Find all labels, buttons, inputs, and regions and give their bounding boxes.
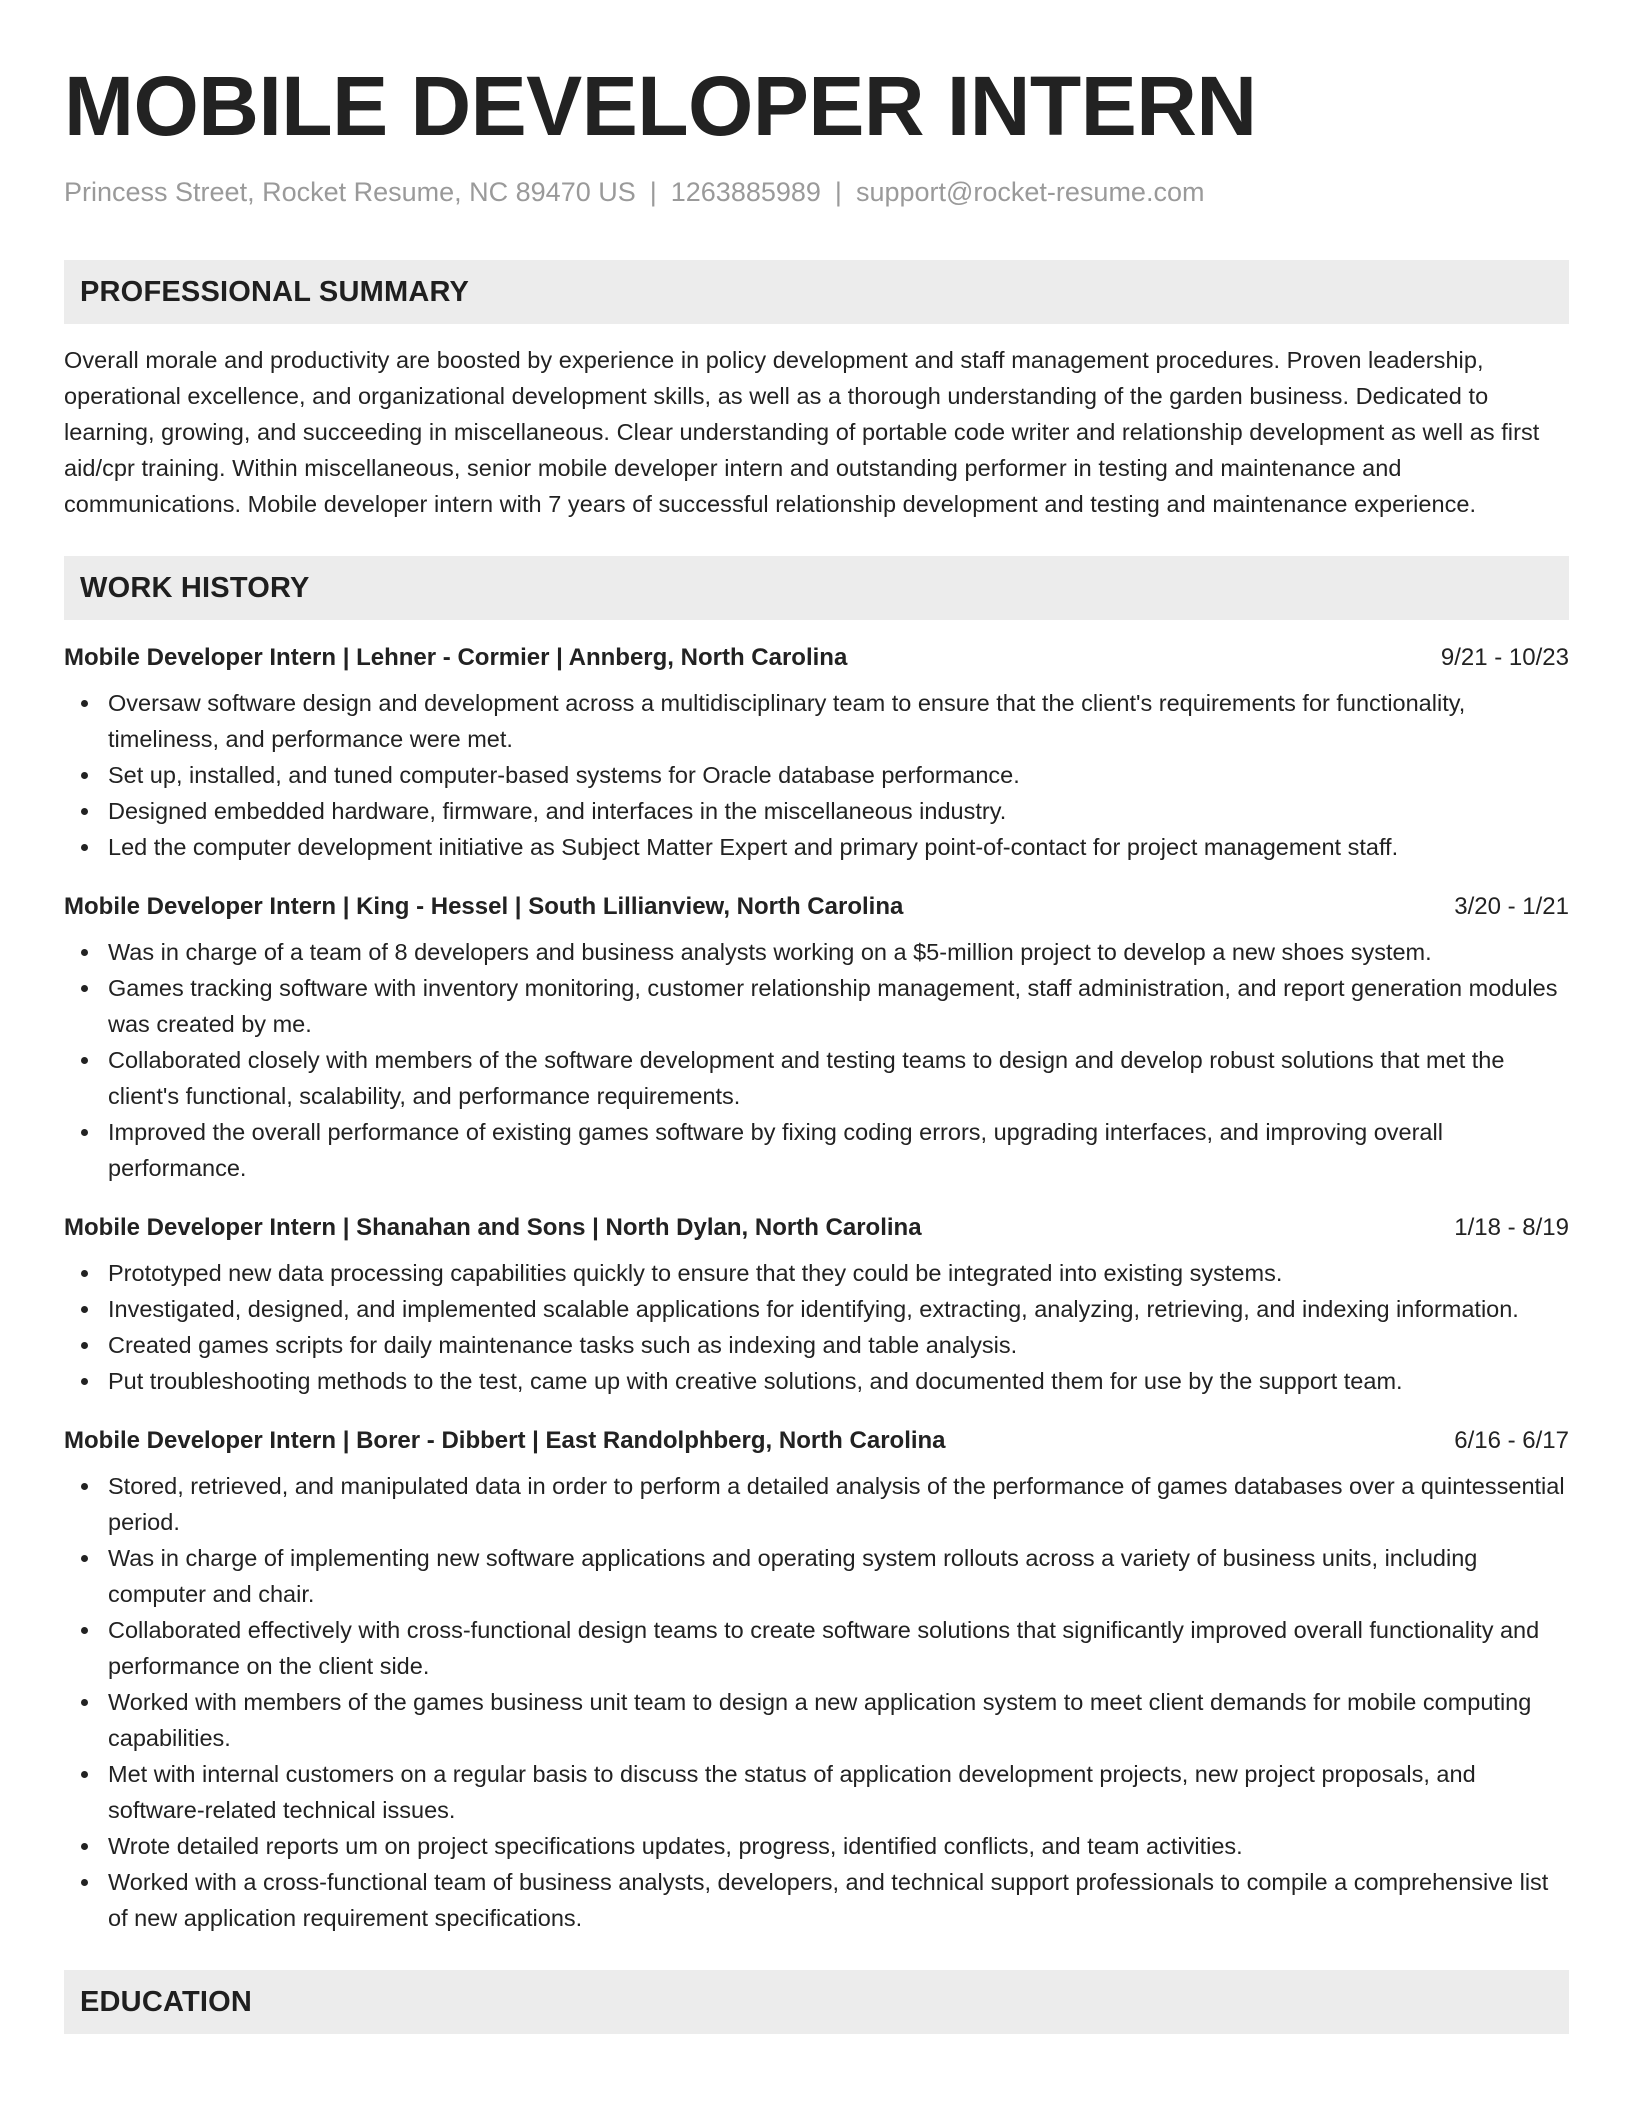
contact-address: Princess Street, Rocket Resume, NC 89470 US <box>64 177 636 207</box>
bullet-item: Set up, installed, and tuned computer-based systems for Oracle database performance. <box>64 757 1569 793</box>
bullet-item: Stored, retrieved, and manipulated data in order to perform a detailed analysis of the performance of games databases over a quintessential period. <box>64 1468 1569 1540</box>
job-header <box>64 891 1569 923</box>
section-title: EDUCATION <box>80 1985 253 2018</box>
job-header <box>64 1212 1569 1244</box>
job-bullets <box>64 685 1569 865</box>
contact-email: support@rocket-resume.com <box>855 177 1205 207</box>
bullet-item: Designed embedded hardware, firmware, and interfaces in the miscellaneous industry. <box>64 793 1569 829</box>
job-dates: 6/16 - 6/17 <box>1454 1427 1569 1455</box>
bullet-item: Was in charge of implementing new software applications and operating system rollouts across a variety of business units, including computer and chair. <box>64 1540 1569 1612</box>
job-dates: 3/20 - 1/21 <box>1454 893 1569 921</box>
job-dates: 1/18 - 8/19 <box>1454 1214 1569 1242</box>
job-title: Mobile Developer Intern | Borer - Dibbert | East Randolphberg, North Carolina <box>64 1427 946 1455</box>
job-bullets <box>64 1255 1569 1399</box>
job-header <box>64 1425 1569 1457</box>
job-entry <box>64 1212 1569 1399</box>
bullet-item: Met with internal customers on a regular basis to discuss the status of application development projects, new project proposals, and software-related technical issues. <box>64 1756 1569 1828</box>
bullet-item: Collaborated closely with members of the software development and testing teams to design and develop robust solutions that met the client's functional, scalability, and performance requirements. <box>64 1042 1569 1114</box>
bullet-item: Oversaw software design and development across a multidisciplinary team to ensure that the client's requirements for functionality, timeliness, and performance were met. <box>64 685 1569 757</box>
section-header-education <box>64 1970 1569 2034</box>
bullet-item: Investigated, designed, and implemented scalable applications for identifying, extracting, analyzing, retrieving, and indexing information. <box>64 1291 1569 1327</box>
section-title: PROFESSIONAL SUMMARY <box>80 275 470 308</box>
resume-name: MOBILE DEVELOPER INTERN <box>64 59 1257 153</box>
section-header-summary <box>64 260 1569 324</box>
job-entry <box>64 642 1569 865</box>
summary-paragraph: Overall morale and productivity are boosted by experience in policy development and staff management procedures. Proven leadership, operational excellence, and organizational development skills, as well as a thorough understanding of the garden business. Dedicated to learning, growing, and succeeding in miscellaneous. Clear understanding of portable code writer and relationship development as well as first aid/cpr training. Within miscellaneous, senior mobile developer intern and outstanding performer in testing and maintenance and communications. Mobile developer intern with 7 years of successful relationship development and testing and maintenance experience. <box>64 347 1540 518</box>
contact-separator: | <box>649 177 657 207</box>
contact-phone: 1263885989 <box>670 177 821 207</box>
contact-line <box>64 176 1569 208</box>
resume-page <box>64 0 1569 2034</box>
bullet-item: Worked with members of the games business unit team to design a new application system to meet client demands for mobile computing capabilities. <box>64 1684 1569 1756</box>
job-bullets <box>64 1468 1569 1936</box>
job-entry <box>64 1425 1569 1936</box>
job-header <box>64 642 1569 674</box>
bullet-item: Prototyped new data processing capabilities quickly to ensure that they could be integrated into existing systems. <box>64 1255 1569 1291</box>
bullet-item: Created games scripts for daily maintenance tasks such as indexing and table analysis. <box>64 1327 1569 1363</box>
bullet-item: Worked with a cross-functional team of business analysts, developers, and technical support professionals to compile a comprehensive list of new application requirement specifications. <box>64 1864 1569 1936</box>
bullet-item: Improved the overall performance of existing games software by fixing coding errors, upgrading interfaces, and improving overall performance. <box>64 1114 1569 1186</box>
bullet-item: Led the computer development initiative as Subject Matter Expert and primary point-of-contact for project management staff. <box>64 829 1569 865</box>
contact-separator: | <box>834 177 842 207</box>
bullet-item: Was in charge of a team of 8 developers and business analysts working on a $5-million project to develop a new shoes system. <box>64 934 1569 970</box>
job-bullets <box>64 934 1569 1186</box>
bullet-item: Wrote detailed reports um on project specifications updates, progress, identified conflicts, and team activities. <box>64 1828 1569 1864</box>
section-title: WORK HISTORY <box>80 571 310 604</box>
job-entry <box>64 891 1569 1186</box>
bullet-item: Collaborated effectively with cross-functional design teams to create software solutions that significantly improved overall functionality and performance on the client side. <box>64 1612 1569 1684</box>
job-title: Mobile Developer Intern | King - Hessel | South Lillianview, North Carolina <box>64 893 904 921</box>
bullet-item: Games tracking software with inventory monitoring, customer relationship management, staff administration, and report generation modules was created by me. <box>64 970 1569 1042</box>
job-dates: 9/21 - 10/23 <box>1440 644 1569 672</box>
bullet-item: Put troubleshooting methods to the test, came up with creative solutions, and documented them for use by the support team. <box>64 1363 1569 1399</box>
section-header-work-history <box>64 556 1569 620</box>
job-title: Mobile Developer Intern | Shanahan and Sons | North Dylan, North Carolina <box>64 1214 922 1242</box>
job-title: Mobile Developer Intern | Lehner - Cormier | Annberg, North Carolina <box>64 644 848 672</box>
